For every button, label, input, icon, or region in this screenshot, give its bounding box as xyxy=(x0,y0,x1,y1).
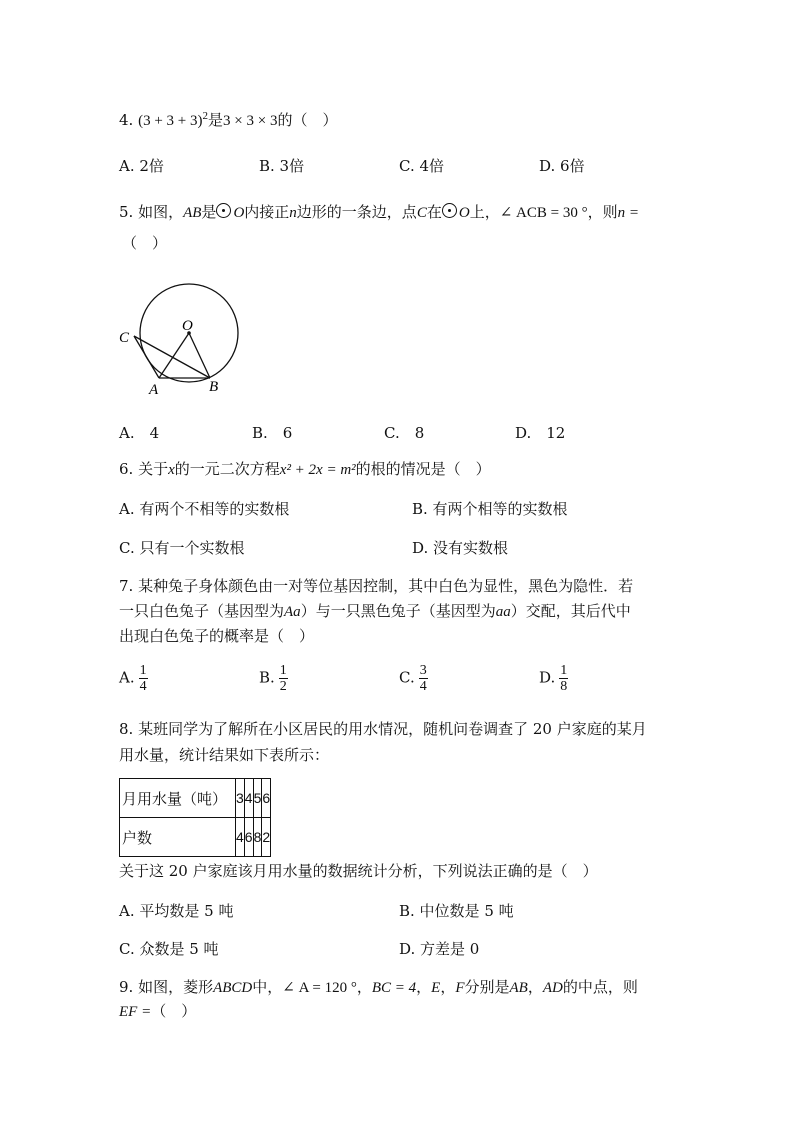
denominator: 2 xyxy=(279,679,287,694)
question-8-line-3: 关于这 20 户家庭该月用水量的数据统计分析，下列说法正确的是（ ） xyxy=(119,862,598,880)
text: ）与一只黑色兔子（基因型为 xyxy=(300,602,496,620)
math-var: AB xyxy=(509,980,528,996)
circle-figure xyxy=(112,275,252,400)
text: 的一元二次方程 xyxy=(174,460,280,478)
q7-option-d[interactable] xyxy=(539,663,568,694)
q4-option-d[interactable]: D. 6倍 xyxy=(539,157,585,175)
text: 分别是 xyxy=(464,978,510,996)
label-o: O xyxy=(182,318,193,334)
q7-option-b[interactable] xyxy=(259,663,288,694)
segment-ob xyxy=(189,333,210,378)
question-8-line-2: 用水量，统计结果如下表所示： xyxy=(119,746,330,764)
table-cell: 8 xyxy=(253,818,262,857)
math-expression: x² + 2x = m² xyxy=(279,462,356,478)
math-var: AB xyxy=(183,205,202,221)
denominator: 4 xyxy=(139,679,147,694)
fraction xyxy=(139,663,148,694)
question-7-line-2 xyxy=(119,600,631,621)
text: 是 xyxy=(208,111,224,129)
water-usage-table xyxy=(119,778,271,857)
text: ，则 xyxy=(587,203,618,221)
math-var: n = xyxy=(617,205,639,221)
answer-paren: （ ） xyxy=(122,234,168,252)
label-a: A xyxy=(149,382,159,398)
table-row xyxy=(120,779,271,818)
math-var: C xyxy=(416,205,427,221)
question-7-line-3: 出现白色兔子的概率是（ ） xyxy=(119,627,315,645)
q6-option-b[interactable]: B. 有两个相等的实数根 xyxy=(412,500,568,518)
math-var: O xyxy=(233,205,245,221)
denominator: 4 xyxy=(419,679,427,694)
question-number: 6. 关于 xyxy=(119,460,169,478)
circle-symbol-icon xyxy=(216,203,231,218)
question-4-stem xyxy=(119,109,337,130)
math-var: E xyxy=(431,980,441,996)
option-label: C. xyxy=(399,668,415,687)
math-expression: BC = 4 xyxy=(371,980,417,996)
q6-option-c[interactable]: C. 只有一个实数根 xyxy=(119,539,245,557)
math-var: x xyxy=(168,462,175,478)
text: 是 xyxy=(201,203,217,221)
q4-option-a[interactable]: A. 2倍 xyxy=(119,157,164,175)
q7-option-c[interactable] xyxy=(399,663,428,694)
math-var: ABCD xyxy=(213,980,253,996)
option-label: B. xyxy=(259,668,275,687)
math-expression: 3 × 3 × 3 xyxy=(223,113,278,129)
segment-cb xyxy=(134,336,210,378)
question-9-stem: 9. 如图，菱形ABCD中，∠ A = 120 °，BC = 4，E，F分别是AB，AD的中点，则 xyxy=(119,978,638,996)
math-expression: (3 + 3 + 3) xyxy=(138,113,203,129)
segment-oa xyxy=(159,333,189,378)
numerator: 1 xyxy=(279,663,287,678)
text: 上， xyxy=(469,203,500,221)
q8-option-c[interactable]: C. 众数是 5 吨 xyxy=(119,940,219,958)
question-number: 5. 如图， xyxy=(119,203,184,221)
math-expression: EF = xyxy=(119,1004,152,1020)
text: 中， xyxy=(252,978,283,996)
genotype: Aa xyxy=(284,604,301,620)
question-number: 9. 如图，菱形 xyxy=(119,978,214,996)
math-var: AD xyxy=(542,980,563,996)
q7-option-a[interactable] xyxy=(119,663,148,694)
fraction xyxy=(419,663,428,694)
option-label: D. xyxy=(539,668,556,687)
q8-option-b[interactable]: B. 中位数是 5 吨 xyxy=(399,902,514,920)
math-expression: ∠ ACB = 30 ° xyxy=(499,205,588,221)
text: 一只白色兔子（基因型为 xyxy=(119,602,285,620)
genotype: aa xyxy=(495,604,511,620)
denominator: 8 xyxy=(560,679,568,694)
q8-option-d[interactable]: D. 方差是 0 xyxy=(399,940,480,958)
q6-option-d[interactable]: D. 没有实数根 xyxy=(412,539,509,557)
q5-option-a[interactable]: A. 4 xyxy=(119,424,160,442)
exponent: 2 xyxy=(202,110,209,122)
q8-option-a[interactable]: A. 平均数是 5 吨 xyxy=(119,902,234,920)
circle-symbol-icon xyxy=(442,203,457,218)
fraction xyxy=(559,663,568,694)
question-number: 4. xyxy=(119,111,134,129)
math-var: O xyxy=(458,205,470,221)
table-row xyxy=(120,818,271,857)
q5-option-b[interactable]: B. 6 xyxy=(252,424,293,442)
q5-option-c[interactable]: C. 8 xyxy=(384,424,425,442)
table-cell: 4 xyxy=(236,818,245,857)
text: 的根的情况是（ ） xyxy=(355,460,491,478)
answer-paren: （ ） xyxy=(151,1002,197,1020)
table-header-cell: 户数 xyxy=(120,818,236,857)
label-b: B xyxy=(209,379,219,395)
numerator: 1 xyxy=(139,663,147,678)
table-cell: 5 xyxy=(253,779,262,818)
label-c: C xyxy=(119,330,130,346)
text: 的（ ） xyxy=(277,111,338,129)
table-cell: 3 xyxy=(236,779,245,818)
numerator: 3 xyxy=(419,663,427,678)
table-cell: 6 xyxy=(244,818,253,857)
question-5-stem xyxy=(119,201,639,222)
table-cell: 2 xyxy=(262,818,271,857)
numerator: 1 xyxy=(560,663,568,678)
table-cell: 6 xyxy=(262,779,271,818)
q4-option-c[interactable]: C. 4倍 xyxy=(399,157,445,175)
text: 的中点，则 xyxy=(562,978,638,996)
math-expression: ∠ A = 120 ° xyxy=(282,980,357,996)
table-header-cell: 月用水量（吨） xyxy=(120,779,236,818)
fraction xyxy=(279,663,288,694)
q5-option-d[interactable]: D. 12 xyxy=(515,424,566,442)
question-9-line-2 xyxy=(119,1000,196,1021)
q6-option-a[interactable]: A. 有两个不相等的实数根 xyxy=(119,500,290,518)
text: 内接正 xyxy=(244,203,290,221)
math-var: F xyxy=(455,980,465,996)
q4-option-b[interactable]: B. 3倍 xyxy=(259,157,305,175)
question-6-stem xyxy=(119,458,491,479)
question-8-line-1: 8. 某班同学为了解所在小区居民的用水情况，随机问卷调查了 20 户家庭的某月 xyxy=(119,720,647,738)
table-cell: 4 xyxy=(244,779,253,818)
math-var: n xyxy=(289,205,297,221)
option-label: A. xyxy=(119,668,135,687)
text: ）交配，其后代中 xyxy=(510,602,631,620)
question-7-line-1: 7. 某种兔子身体颜色由一对等位基因控制，其中白色为显性，黑色为隐性．若 xyxy=(119,577,634,595)
text: 在 xyxy=(426,203,442,221)
text: 边形的一条边，点 xyxy=(296,203,417,221)
